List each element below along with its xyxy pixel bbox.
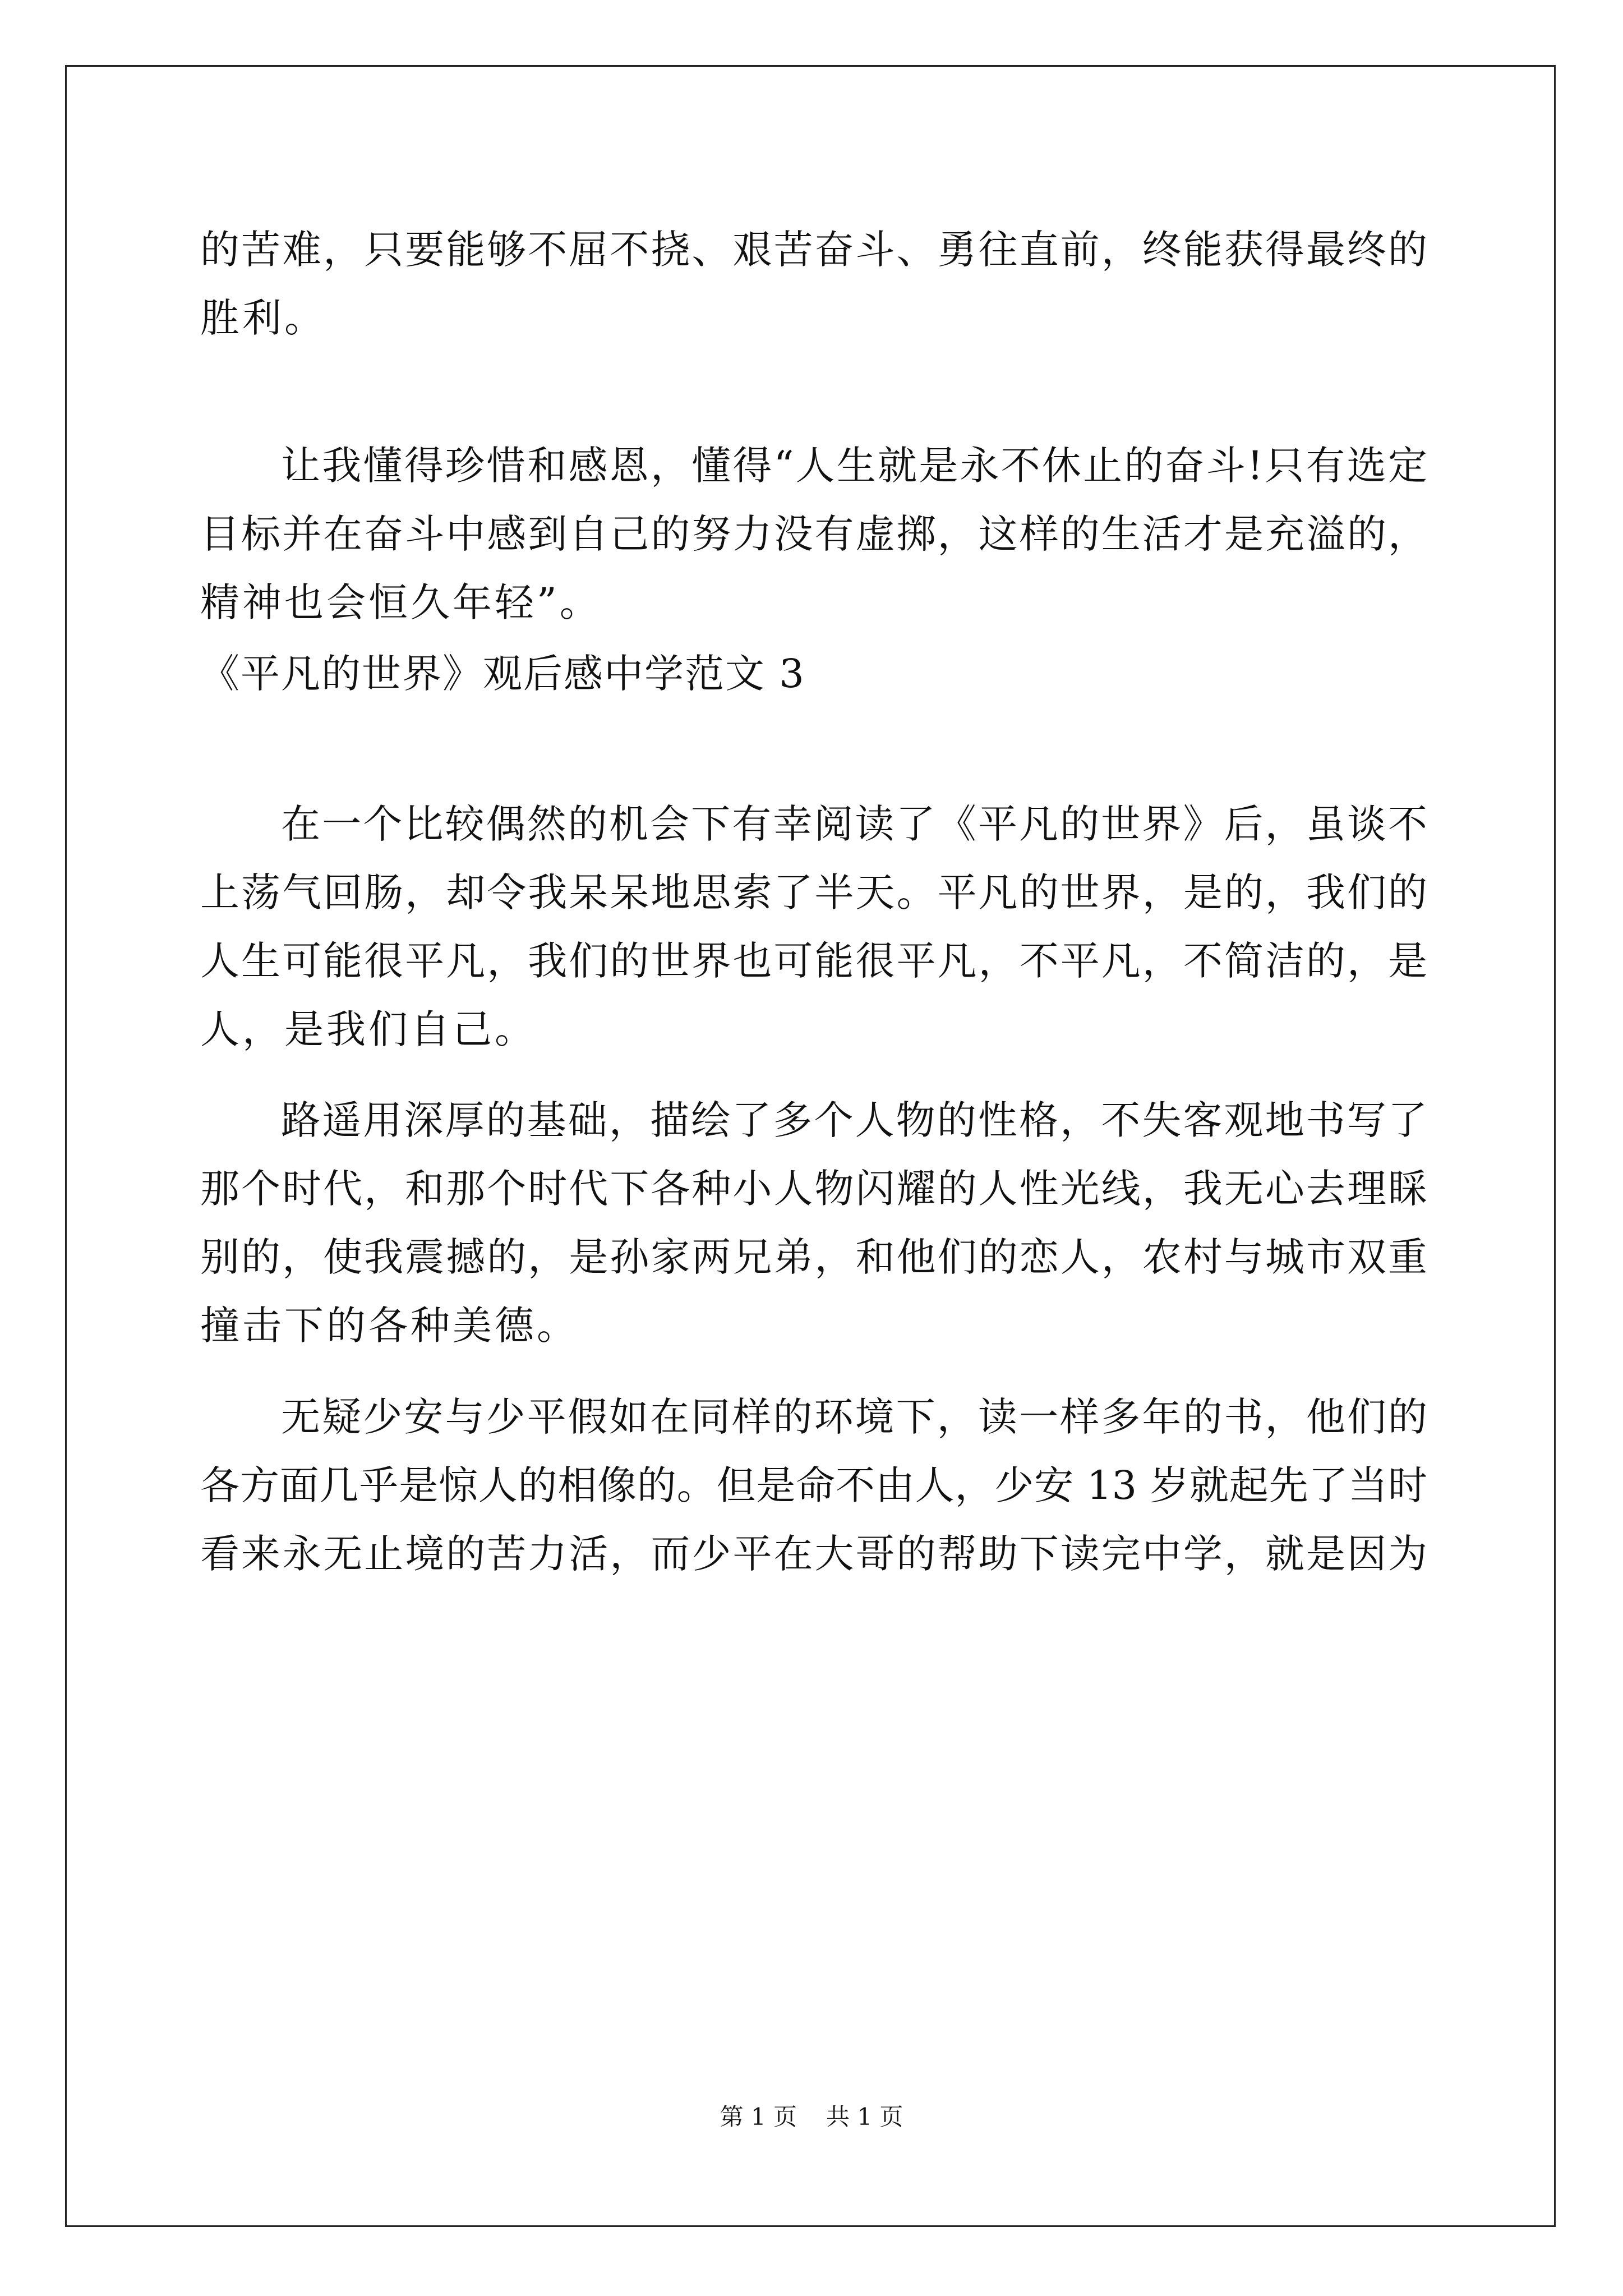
text-line: 让我懂得珍惜和感恩，懂得“人生就是永不休止的奋斗!只有选定 (281, 443, 1427, 489)
text-line: 各方面几乎是惊人的相像的。但是命不由人，少安 13 岁就起先了当时 (200, 1462, 1427, 1508)
text-line: 胜利。 (200, 295, 326, 341)
text-line: 别的，使我震撼的，是孙家两兄弟，和他们的恋人，农村与城市双重 (200, 1234, 1427, 1280)
text-line: 那个时代，和那个时代下各种小人物闪耀的人性光线，我无心去理睬 (200, 1166, 1427, 1212)
page-border (65, 65, 1556, 2227)
page-number: 第 1 页 (720, 2103, 797, 2131)
page-footer (0, 2101, 1623, 2133)
text-line: 看来永无止境的苦力活，而少平在大哥的帮助下读完中学，就是因为 (200, 1531, 1427, 1577)
section-heading: 《平凡的世界》观后感中学范文 3 (200, 651, 805, 697)
text-line: 撞击下的各种美德。 (200, 1303, 579, 1349)
text-line: 目标并在奋斗中感到自己的努力没有虚掷，这样的生活才是充溢的， (200, 511, 1427, 557)
text-line: 人，是我们自己。 (200, 1006, 537, 1052)
text-line: 在一个比较偶然的机会下有幸阅读了《平凡的世界》后，虽谈不 (281, 801, 1427, 847)
text-line: 上荡气回肠，却令我呆呆地思索了半天。平凡的世界，是的，我们的 (200, 869, 1427, 915)
text-line: 路遥用深厚的基础，描绘了多个人物的性格，不失客观地书写了 (281, 1097, 1427, 1143)
text-line: 无疑少安与少平假如在同样的环境下，读一样多年的书，他们的 (281, 1394, 1427, 1440)
page-total: 共 1 页 (826, 2103, 903, 2131)
text-line: 人生可能很平凡，我们的世界也可能很平凡，不平凡，不简洁的，是 (200, 938, 1427, 984)
text-line: 的苦难，只要能够不屈不挠、艰苦奋斗、勇往直前，终能获得最终的 (200, 227, 1427, 273)
text-line: 精神也会恒久年轻”。 (200, 579, 602, 625)
